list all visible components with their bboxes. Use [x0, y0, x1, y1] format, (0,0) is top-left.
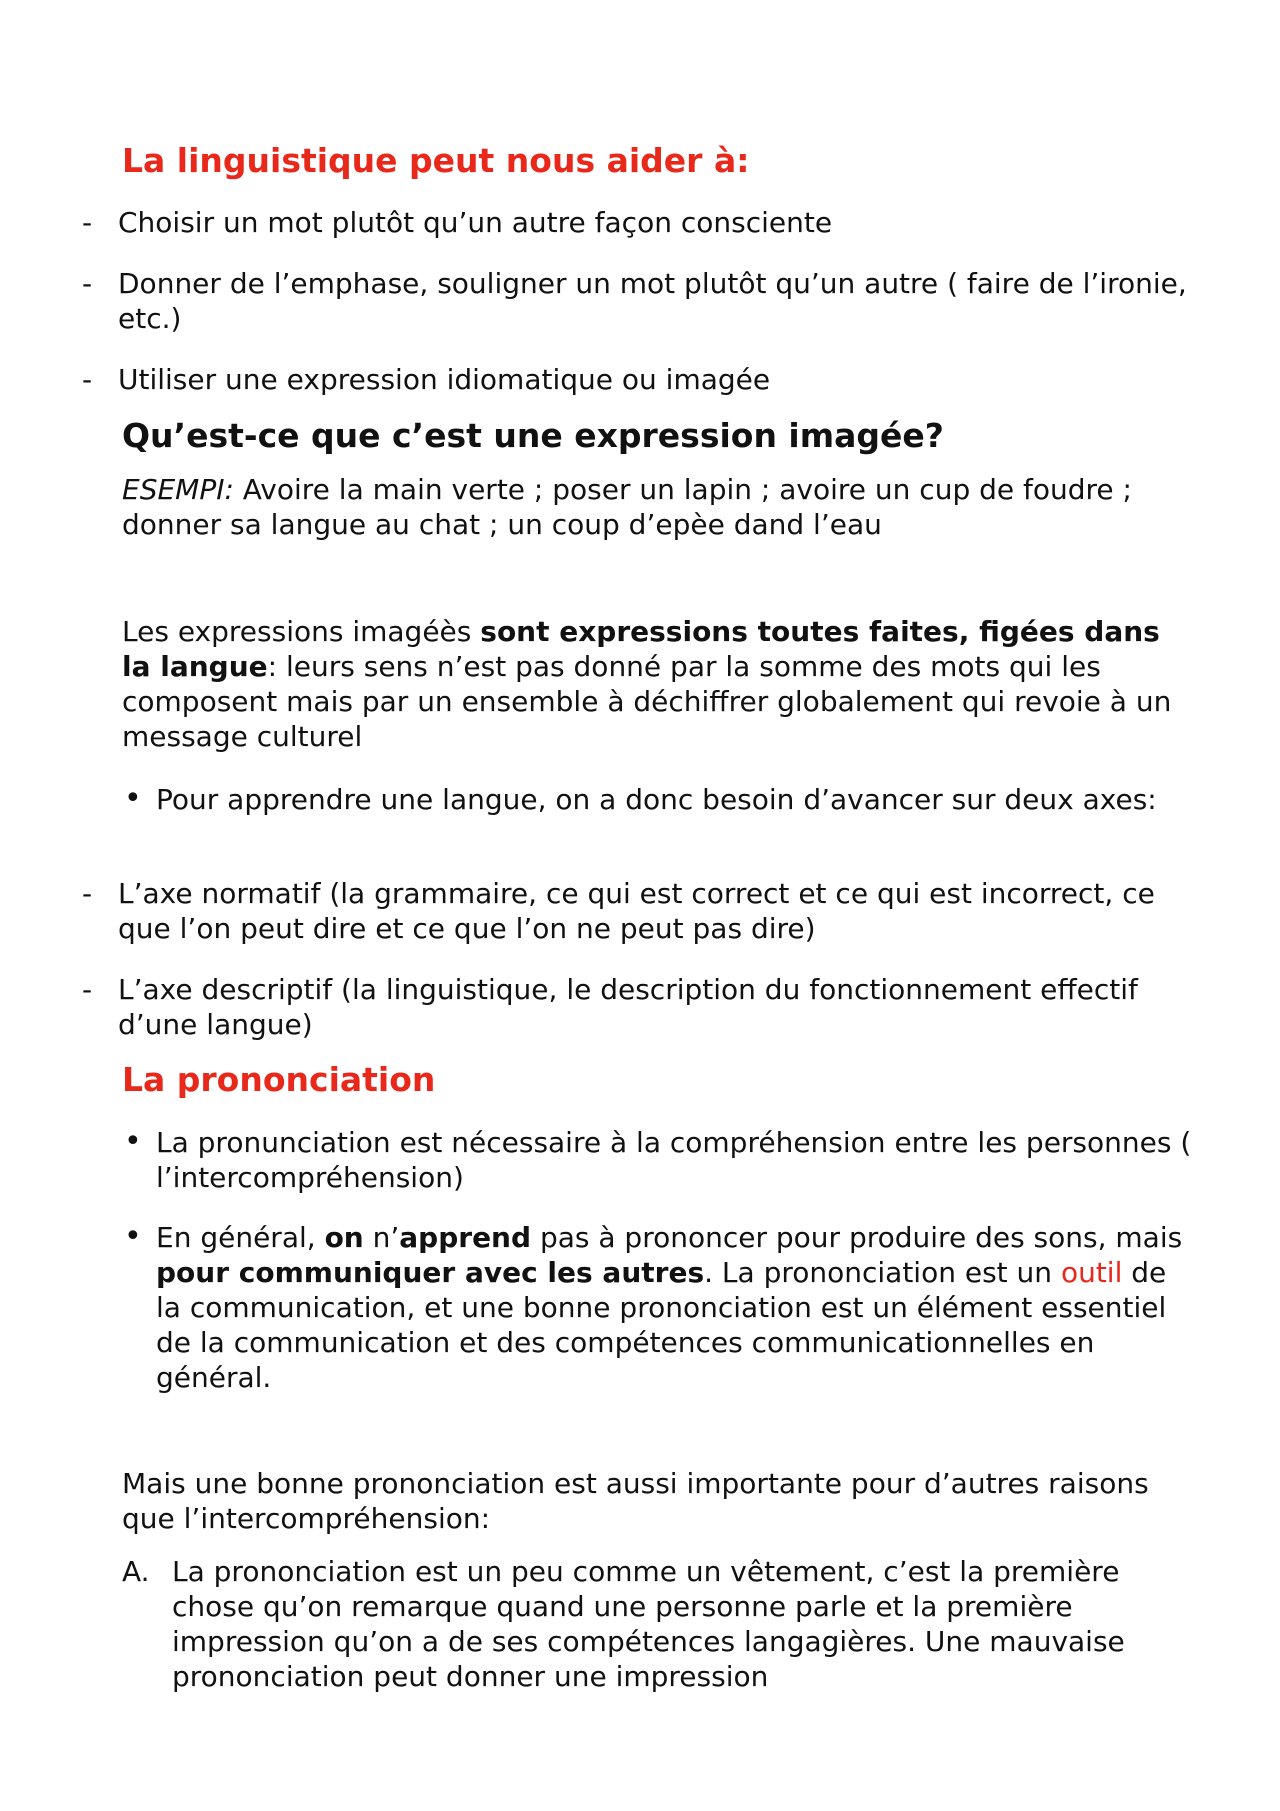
definition-text-1: Les expressions imagéès — [122, 615, 481, 648]
list-item — [82, 266, 1192, 336]
list-item-text: Utiliser une expression idiomatique ou imagée — [118, 363, 771, 396]
examples-text: Avoire la main verte ; poser un lapin ; avoire un cup de foudre ; donner sa langue au chat ; un coup d’epèe dand l’eau — [122, 473, 1132, 541]
dash-marker: - — [82, 267, 93, 300]
list-item-text: L’axe normatif (la grammaire, ce qui est correct et ce qui est incorrect, ce que l’on peut dire et ce que l’on ne peut pas dire) — [118, 877, 1155, 945]
definition-paragraph — [122, 614, 1192, 754]
bullet-text-3: pas à prononcer pour produire des sons, mais — [531, 1221, 1183, 1254]
red-word-outil: outil — [1060, 1256, 1123, 1289]
bullet-marker: • — [124, 1124, 142, 1159]
list-item-text: Donner de l’emphase, souligner un mot plutôt qu’un autre ( faire de l’ironie, etc.) — [118, 267, 1187, 335]
definition-text-2: : leurs sens n’est pas donné par la somme des mots qui les composent mais par un ensemble à déchiffrer globalement qui revoie à un message culturel — [122, 650, 1172, 753]
bullet-marker: • — [124, 781, 142, 816]
list-item-text: Choisir un mot plutôt qu’un autre façon consciente — [118, 206, 833, 239]
list-item-axe-descriptif — [82, 972, 1192, 1042]
bullet-bold-communiquer: pour communiquer avec les autres — [156, 1256, 705, 1289]
bullet-text: La pronunciation est nécessaire à la compréhension entre les personnes ( l’intercompréhension) — [156, 1126, 1192, 1194]
bullet-text-1: En général, — [156, 1221, 325, 1254]
examples-label: ESEMPI: — [122, 473, 234, 506]
lettered-item — [122, 1554, 1192, 1694]
section-title-expression-imagee: Qu’est-ce que c’est une expression imagée? — [122, 416, 944, 455]
dash-marker: - — [82, 363, 93, 396]
definition-bold: sont expressions toutes faites, figées dans la langue — [122, 615, 1160, 683]
bullet-text-5: de la communication, et une bonne prononciation est un élément essentiel de la communication et des compétences communicationnelles en général. — [156, 1256, 1167, 1394]
bullet-text-4: . La prononciation est un — [704, 1256, 1061, 1289]
bullet-text: Pour apprendre une langue, on a donc besoin d’avancer sur deux axes: — [156, 783, 1157, 816]
bullet-item — [118, 782, 1193, 817]
examples-paragraph — [122, 472, 1192, 542]
bullet-bold-apprend: apprend — [399, 1221, 532, 1254]
bullet-marker: • — [124, 1219, 142, 1254]
section-title-linguistique: La linguistique peut nous aider à: — [122, 141, 750, 180]
list-item — [82, 362, 1192, 397]
bullet-item — [118, 1220, 1193, 1395]
bullet-text-2: n’ — [363, 1221, 400, 1254]
bullet-bold-on: on — [324, 1221, 364, 1254]
list-item-text: L’axe descriptif (la linguistique, le description du fonctionnement effectif d’une langue) — [118, 973, 1138, 1041]
list-item-axe-normatif — [82, 876, 1192, 946]
lettered-item-text: La prononciation est un peu comme un vêtement, c’est la première chose qu’on remarque quand une personne parle et la première impression qu’on a de ses compétences langagières. Une mauvaise prononciation peut donner une impression — [172, 1555, 1125, 1693]
section-title-prononciation: La prononciation — [122, 1060, 436, 1099]
list-item — [82, 205, 1192, 240]
bullet-item — [118, 1125, 1193, 1195]
letter-marker: A. — [122, 1555, 150, 1588]
intro-paragraph: Mais une bonne prononciation est aussi importante pour d’autres raisons que l’intercompréhension: — [122, 1467, 1149, 1535]
dash-marker: - — [82, 877, 93, 910]
dash-marker: - — [82, 206, 93, 239]
dash-marker: - — [82, 973, 93, 1006]
